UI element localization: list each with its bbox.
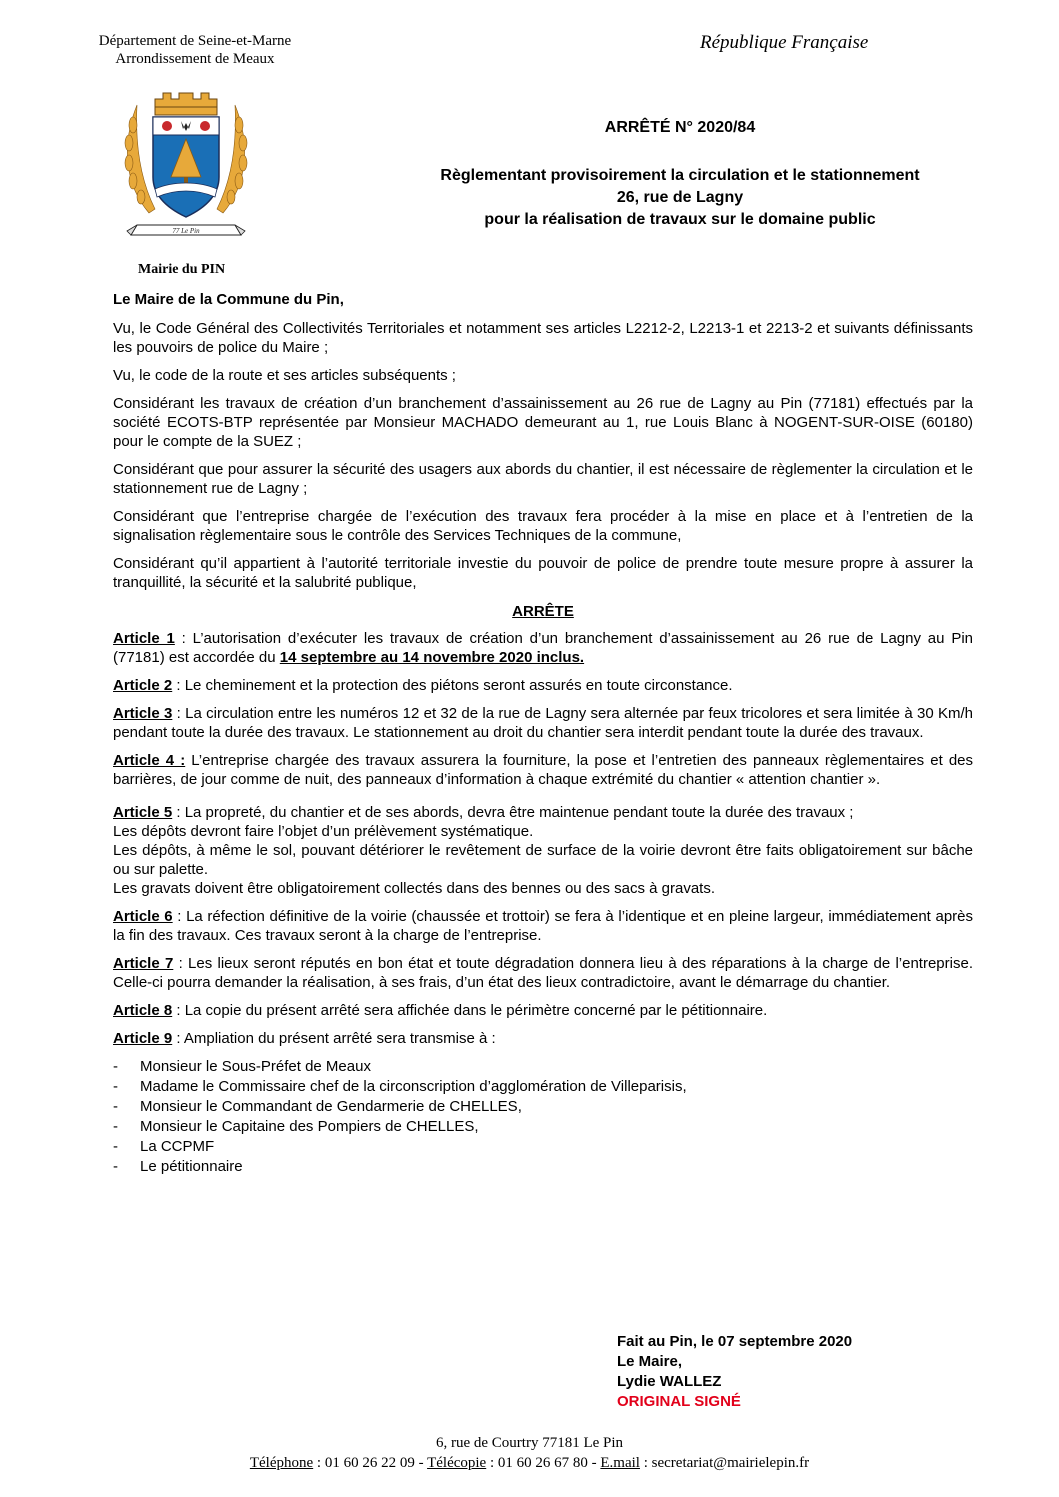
- article-5-line-3: Les dépôts, à même le sol, pouvant détériorer le revêtement de surface de la voirie devront être faits obligatoirement sur bâche ou sur palette.: [113, 842, 973, 878]
- article-4-label: Article 4 :: [113, 752, 186, 769]
- title-line-2: 26, rue de Lagny: [616, 189, 744, 206]
- title-line-3: pour la réalisation de travaux sur le domaine public: [484, 211, 876, 228]
- article-5-line-2: Les dépôts devront faire l’objet d’un prélèvement systématique.: [113, 823, 534, 840]
- footer-address: 6, rue de Courtry 77181 Le Pin: [435, 1435, 624, 1451]
- wheat-left: [125, 105, 155, 213]
- article-5-line-1: : La propreté, du chantier et de ses abords, devra être maintenue pendant toute la durée des travaux ;: [172, 804, 854, 821]
- footer-contacts: [0, 1453, 1059, 1473]
- email-label: E.mail: [600, 1455, 640, 1471]
- recipient-3: Monsieur le Commandant de Gendarmerie de CHELLES,: [140, 1098, 522, 1115]
- fax-number: : 01 60 26 67 80 -: [486, 1455, 601, 1471]
- article-5-label: Article 5: [113, 804, 173, 821]
- considerant-paragraph-1: Considérant les travaux de création d’un branchement d’assainissement au 26 rue de Lagny au Pin (77181) effectués par la société ECOTS-BTP représentée par Monsieur MACHADO demeurant au 1, rue Louis Blanc à NOGENT-SUR-OISE (60180) pour le compte de la SUEZ ;: [113, 395, 973, 450]
- considerant-paragraph-4: Considérant qu’il appartient à l’autorité territoriale investie du pouvoir de police de prendre toute mesure propre à assurer la tranquillité, la sécurité et la salubrité publique,: [113, 555, 973, 591]
- article-7-text: : Les lieux seront réputés en bon état et toute dégradation donnera lieu à des réparations à la charge de l’entreprise. Celle-ci pourra demander la réalisation, à ses frais, d’un état des lieux contradictoire, avant le démarrage du chantier.: [113, 955, 973, 991]
- article-2-text: : Le cheminement et la protection des piétons seront assurés en toute circonstance.: [172, 677, 733, 694]
- phone-number: : 01 60 26 22 09 -: [313, 1455, 428, 1471]
- article-9-label: Article 9: [113, 1030, 173, 1047]
- article-4: [113, 751, 973, 789]
- article-1-text: : L’autorisation d’exécuter les travaux de création d’un branchement d’assainissement au 26 rue de Lagny au Pin (77181) est accordée du: [113, 630, 973, 666]
- list-item: - Monsieur le Commandant de Gendarmerie de CHELLES,: [113, 1098, 522, 1115]
- signature-status: ORIGINAL SIGNÉ: [617, 1393, 741, 1410]
- department-header: [70, 32, 320, 68]
- page-footer: [0, 1433, 1059, 1473]
- vu-paragraph-2: Vu, le code de la route et ses articles subséquents ;: [113, 367, 456, 384]
- recipient-6: Le pétitionnaire: [140, 1158, 243, 1175]
- article-7-label: Article 7: [113, 955, 174, 972]
- list-item: - Monsieur le Sous-Préfet de Meaux: [113, 1058, 371, 1075]
- email-address: : secretariat@mairielepin.fr: [639, 1455, 810, 1471]
- considerant-paragraph-2: Considérant que pour assurer la sécurité des usagers aux abords du chantier, il est nécessaire de règlementer la circulation et le stationnement rue de Lagny ;: [113, 461, 973, 497]
- recipient-4: Monsieur le Capitaine des Pompiers de CHELLES,: [140, 1118, 479, 1135]
- signature-place-date: Fait au Pin, le 07 septembre 2020: [617, 1333, 853, 1350]
- list-item: - La CCPMF: [113, 1138, 215, 1155]
- article-1-label: Article 1: [113, 630, 175, 647]
- document-body: [113, 290, 973, 1177]
- phone-label: Téléphone: [249, 1455, 314, 1471]
- arrete-number: ARRÊTÉ N° 2020/84: [604, 119, 756, 136]
- article-3-text: : La circulation entre les numéros 12 et 32 de la rue de Lagny sera alternée par feux tricolores et sera limitée à 30 Km/h pendant toute la durée des travaux. Le stationnement au droit du chantier sera interdit pendant toute la durée des travaux.: [113, 705, 973, 741]
- signature-name: Lydie WALLEZ: [617, 1373, 722, 1390]
- considerant-paragraph-3: Considérant que l’entreprise chargée de l’exécution des travaux fera procéder à la mise en place et à l’entretien de la signalisation règlementaire sous le contrôle des Services Techniques de la commune,: [113, 508, 973, 544]
- article-1: [113, 629, 973, 667]
- article-9: [113, 1029, 973, 1048]
- article-7: [113, 954, 973, 992]
- signature-block: [617, 1332, 852, 1412]
- recipient-5: La CCPMF: [140, 1138, 215, 1155]
- article-6-text: : La réfection définitive de la voirie (chaussée et trottoir) se fera à l’identique et en pleine largeur, immédiatement après la fin des travaux. Ces travaux seront à la charge de l’entreprise.: [113, 908, 973, 944]
- article-3: [113, 704, 973, 742]
- article-2-label: Article 2: [113, 677, 173, 694]
- fax-label: Télécopie: [427, 1455, 487, 1471]
- article-2: [113, 676, 973, 695]
- article-5-line-4: Les gravats doivent être obligatoirement collectés dans des bennes ou des sacs à gravats.: [113, 880, 716, 897]
- article-5: [113, 803, 973, 898]
- article-3-label: Article 3: [113, 705, 173, 722]
- article-8: [113, 1001, 973, 1020]
- maire-heading: Le Maire de la Commune du Pin,: [113, 291, 344, 308]
- arrete-heading: ARRÊTE: [512, 603, 574, 620]
- article-6-label: Article 6: [113, 908, 173, 925]
- article-9-text: : Ampliation du présent arrêté sera transmise à :: [172, 1030, 496, 1047]
- mural-crown: [155, 93, 217, 115]
- arrete-title-block: [360, 117, 1000, 231]
- town-crest-icon: [115, 85, 257, 245]
- recipient-2: Madame le Commissaire chef de la circonscription d’agglomération de Villeparisis,: [140, 1078, 687, 1095]
- mairie-label: Mairie du PIN: [138, 262, 226, 277]
- list-item: - Madame le Commissaire chef de la circonscription d’agglomération de Villeparisis,: [113, 1078, 687, 1095]
- list-item: - Le pétitionnaire: [113, 1158, 243, 1175]
- republic-label: République Française: [700, 32, 869, 53]
- recipient-1: Monsieur le Sous-Préfet de Meaux: [140, 1058, 371, 1075]
- arrondissement-name: Arrondissement de Meaux: [115, 51, 275, 67]
- department-name: Département de Seine-et-Marne: [98, 33, 292, 49]
- wheat-right: [217, 105, 247, 213]
- article-8-text: : La copie du présent arrêté sera affichée dans le périmètre concerné par le pétitionnaire.: [172, 1002, 768, 1019]
- signature-role: Le Maire,: [617, 1353, 683, 1370]
- article-6: [113, 907, 973, 945]
- recipients-list: [113, 1057, 973, 1177]
- list-item: - Monsieur le Capitaine des Pompiers de CHELLES,: [113, 1118, 479, 1135]
- title-line-1: Règlementant provisoirement la circulation et le stationnement: [440, 167, 920, 184]
- crest-motto: 77 Le Pin: [172, 227, 200, 235]
- vu-paragraph-1: Vu, le Code Général des Collectivités Territoriales et notamment ses articles L2212-2, L2213-1 et 2213-2 et suivants définissants les pouvoirs de police du Maire ;: [113, 320, 973, 356]
- article-4-text: L’entreprise chargée des travaux assurera la fourniture, la pose et l’entretien des panneaux règlementaires et des barrières, de jour comme de nuit, des panneaux d’information à chaque extrémité du chantier « attention chantier ».: [113, 752, 974, 788]
- article-8-label: Article 8: [113, 1002, 173, 1019]
- article-1-dates: 14 septembre au 14 novembre 2020 inclus.: [279, 649, 585, 666]
